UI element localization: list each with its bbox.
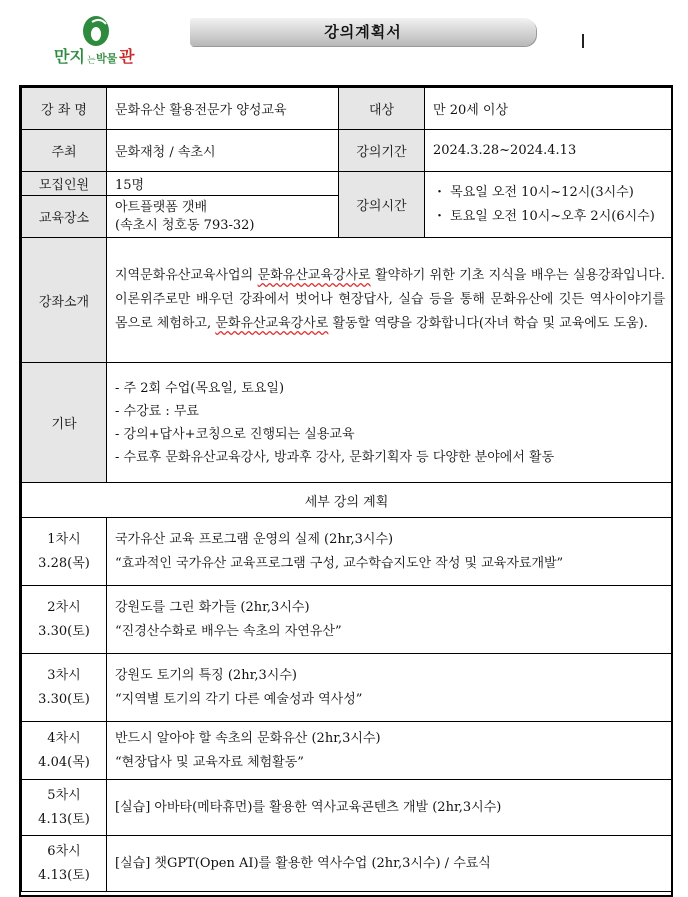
row-plan-title [22,483,672,518]
venue-name: 아트플랫폼 갯배 [115,199,208,215]
time-values [425,172,672,238]
course-name: 문화유산 활용전문가 양성교육 [107,88,339,130]
session-content [107,654,672,722]
session-desc: “진경산수화로 배우는 속초의 자연유산” [115,623,342,639]
svg-text:는: 는 [87,56,96,66]
session-row [22,836,672,892]
misc-item: - 강의+답사+코칭으로 진행되는 실용교육 [115,426,355,442]
session-date: 4.13(토) [38,811,90,827]
text-cursor [582,34,584,48]
intro-label: 강좌소개 [22,238,107,363]
row-organizer [22,130,672,172]
course-table [21,87,672,892]
session-row [22,586,672,654]
session-number [22,518,107,586]
misc-item: - 수료후 문화유산교육강사, 방과후 강사, 문화기획자 등 다양한 분야에서 활동 [115,449,555,465]
row-course-name [22,88,672,130]
session-date: 4.04(목) [38,754,90,770]
capacity-value: 15명 [107,172,339,196]
intro-part-2: 문화유산교육강사로 [257,268,371,283]
session-num: 2차시 [47,599,81,615]
session-number [22,836,107,892]
capacity-label: 모집인원 [22,172,107,196]
time-thursday: ・ 목요일 오전 10시~12시(3시수) [433,184,634,200]
session-num: 4차시 [47,730,81,746]
misc-item: - 주 2회 수업(목요일, 토요일) [115,380,285,396]
session-desc: “현장답사 및 교육자료 체험활동” [115,754,304,770]
course-name-label: 강 좌 명 [22,88,107,130]
period-value: 2024.3.28~2024.4.13 [425,130,672,172]
target-label: 대상 [339,88,425,130]
row-intro [22,238,672,363]
misc-list [107,363,672,483]
venue-address: (속초시 청호동 793-32) [115,217,255,233]
session-title: [실습] 챗GPT(Open AI)를 활용한 역사수업 (2hr,3시수) / 수료식 [115,855,491,871]
session-row [22,780,672,836]
misc-item: - 수강료 : 무료 [115,403,199,419]
row-capacity [22,172,672,196]
session-desc: “지역별 토기의 각기 다른 예술성과 역사성” [115,691,363,707]
venue-label: 교육장소 [22,196,107,238]
session-date: 3.30(토) [38,623,90,639]
session-num: 3차시 [47,667,81,683]
doc-title: 강의계획서 [324,23,402,41]
svg-text:만지: 만지 [54,47,85,66]
row-misc [22,363,672,483]
target-value: 만 20세 이상 [425,88,672,130]
session-date: 3.28(목) [38,555,90,571]
misc-label: 기타 [22,363,107,483]
svg-text:박물: 박물 [96,52,118,65]
session-title: 반드시 알아야 할 속초의 문화유산 (2hr,3시수) [115,730,381,746]
session-number [22,780,107,836]
session-date: 3.30(토) [38,691,90,707]
session-desc: “효과적인 국가유산 교육프로그램 구성, 교수학습지도안 작성 및 교육자료개발” [115,555,564,571]
session-content [107,836,672,892]
session-number [22,586,107,654]
time-saturday: ・ 토요일 오전 10시~오후 2시(6시수) [433,208,655,224]
session-num: 6차시 [47,843,81,859]
organizer-value: 문화재청 / 속초시 [107,130,339,172]
session-number [22,654,107,722]
title-banner [190,18,536,46]
time-label: 강의시간 [339,172,425,238]
session-number [22,722,107,780]
session-title: 강원도 토기의 특징 (2hr,3시수) [115,667,297,683]
session-content [107,586,672,654]
session-content [107,722,672,780]
session-num: 5차시 [47,787,81,803]
session-date: 4.13(토) [38,867,90,883]
svg-text:관: 관 [119,47,135,66]
session-title: 국가유산 교육 프로그램 운영의 실제 (2hr,3시수) [115,531,394,547]
session-content [107,780,672,836]
intro-part-1: 지역문화유산교육사업의 [115,268,258,283]
session-row [22,518,672,586]
organizer-label: 주최 [22,130,107,172]
museum-logo [52,14,136,70]
session-title: [실습] 아바타(메타휴먼)를 활용한 역사교육콘텐츠 개발 (2hr,3시수) [115,799,502,815]
period-label: 강의기간 [339,130,425,172]
intro-text [107,238,672,363]
intro-part-5: 활동할 역량을 강화합니다(자녀 학습 및 교육에도 도움). [328,316,648,331]
session-row [22,722,672,780]
intro-part-3: 활약하기 위한 기초 지식을 배우는 실용강좌입니다. 이론위주로만 배우던 강좌에서 벗어나 현장답사, 실습 등을 통해 문화유산에 깃든 역사이야기를 몸으로 체험하고, [115,268,665,331]
session-num: 1차시 [47,531,81,547]
session-title: 강원도를 그린 화가들 (2hr,3시수) [115,599,310,615]
plan-title: 세부 강의 계획 [22,483,672,518]
session-row [22,654,672,722]
intro-part-4: 문화유산교육강사로 [215,316,329,331]
session-content [107,518,672,586]
venue-value [107,196,339,238]
